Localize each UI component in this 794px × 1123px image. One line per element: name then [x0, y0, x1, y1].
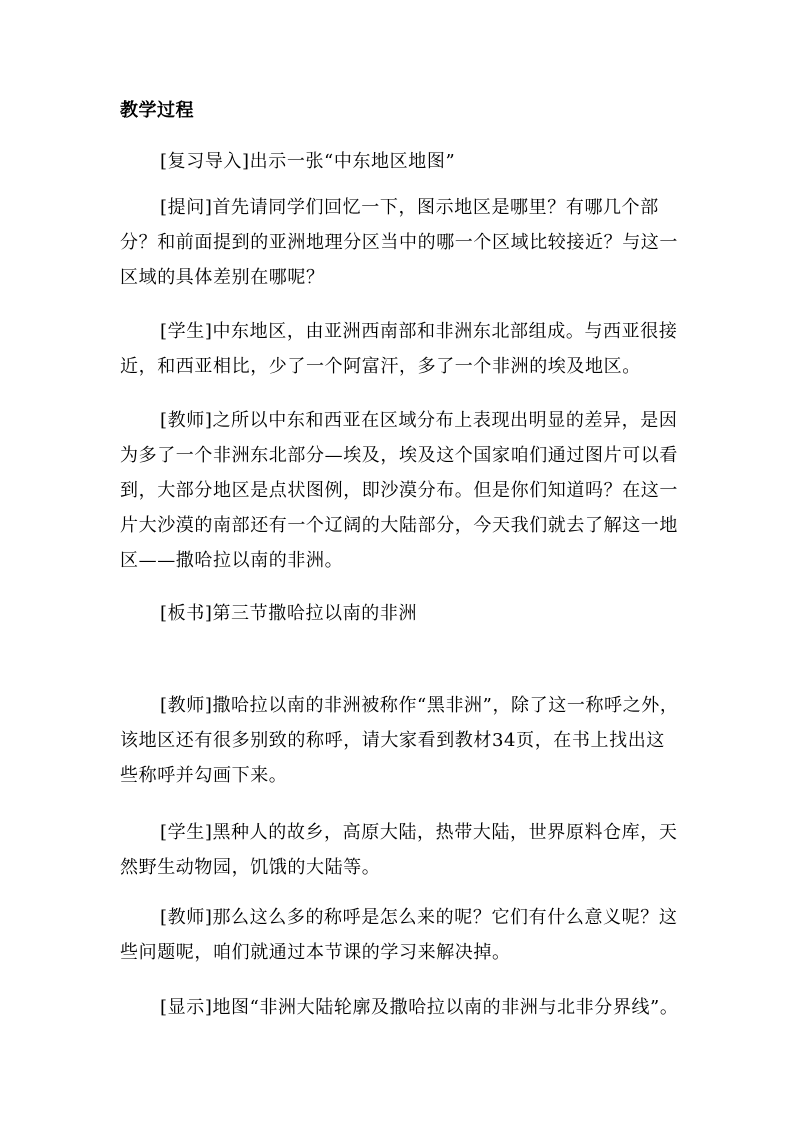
- paragraph-teacher-question: [教师]那么这么多的称呼是怎么来的呢？它们有什么意义呢？这些问题呢，咱们就通过本节课的学习来解决掉。: [120, 907, 678, 963]
- section-title: 教学过程: [120, 100, 194, 121]
- paragraph-review-intro: [复习导入]出示一张“中东地区地图”: [160, 151, 456, 172]
- paragraph-student-answer-2: [学生]黑种人的故乡，高原大陆，热带大陆，世界原料仓库，天然野生动物园，饥饿的大陆等。: [120, 822, 678, 878]
- paragraph-question: [提问]首先请同学们回忆一下，图示地区是哪里？有哪几个部分？和前面提到的亚洲地理分区当中的哪一个区域比较接近？与这一区域的具体差别在哪呢？: [120, 197, 678, 288]
- paragraph-teacher-explanation: [教师]之所以中东和西亚在区域分布上表现出明显的差异，是因为多了一个非洲东北部分—埃及，埃及这个国家咱们通过图片可以看到，大部分地区是点状图例，即沙漠分布。但是你们知道吗？在这一片大沙漠的南部还有一个辽阔的大陆部分，今天我们就去了解这一地区——撒哈拉以南的非洲。: [120, 410, 678, 571]
- paragraph-teacher-names: [教师]撒哈拉以南的非洲被称作“黑非洲”，除了这一称呼之外，该地区还有很多别致的称呼，请大家看到教材34页，在书上找出这些称呼并勾画下来。: [120, 695, 679, 786]
- paragraph-show-map: [显示]地图“非洲大陆轮廓及撒哈拉以南的非洲与北非分界线”。: [160, 997, 679, 1018]
- paragraph-student-answer-1: [学生]中东地区，由亚洲西南部和非洲东北部组成。与西亚很接近，和西亚相比，少了一个阿富汗，多了一个非洲的埃及地区。: [120, 321, 678, 377]
- paragraph-board-title: [板书]第三节撒哈拉以南的非洲: [160, 603, 418, 624]
